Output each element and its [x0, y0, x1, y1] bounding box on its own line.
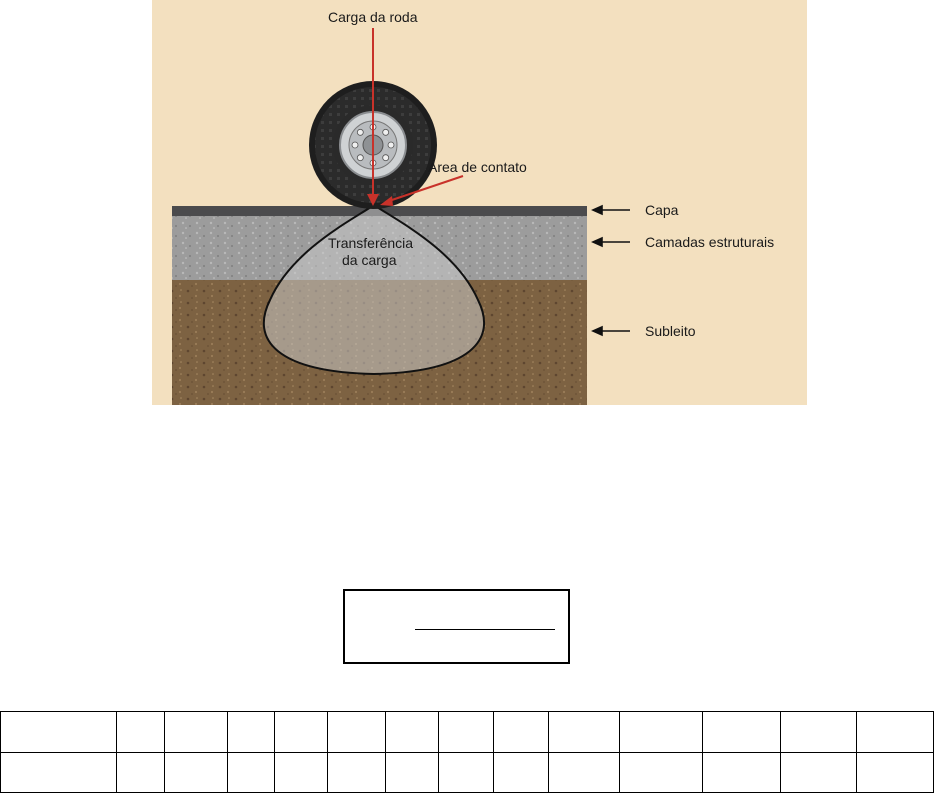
table-cell	[620, 712, 702, 753]
table-cell	[493, 752, 548, 793]
table-cell	[856, 752, 933, 793]
table-cell	[780, 712, 856, 753]
table-cell	[227, 752, 274, 793]
load-transfer-label-line2: da carga	[342, 252, 397, 268]
table-cell	[164, 752, 227, 793]
contact-area-label: Área de contato	[428, 159, 527, 175]
load-transfer-label-line1: Transferência	[328, 235, 414, 251]
table-cell	[275, 752, 328, 793]
table-cell	[164, 712, 227, 753]
data-table	[0, 711, 934, 793]
table-cell	[117, 752, 164, 793]
table-row	[1, 752, 934, 793]
table-cell	[438, 712, 493, 753]
table-cell	[702, 752, 780, 793]
table-cell	[386, 752, 439, 793]
table-cell	[780, 752, 856, 793]
table-cell	[1, 712, 117, 753]
table-cell	[438, 752, 493, 793]
formula-box	[343, 589, 570, 664]
table-cell	[117, 712, 164, 753]
table-cell	[548, 712, 620, 753]
table-cell	[620, 752, 702, 793]
table-cell	[386, 712, 439, 753]
table-cell	[328, 752, 386, 793]
table-row	[1, 712, 934, 753]
fraction-line	[415, 629, 555, 630]
subgrade-label: Subleito	[645, 323, 696, 339]
table-cell	[275, 712, 328, 753]
pavement-load-diagram	[152, 0, 807, 405]
table-cell	[548, 752, 620, 793]
table-cell	[227, 712, 274, 753]
table-cell	[1, 752, 117, 793]
table-cell	[493, 712, 548, 753]
surface-label: Capa	[645, 202, 679, 218]
table-cell	[328, 712, 386, 753]
wheel-load-label: Carga da roda	[328, 9, 418, 25]
structural-layers-label: Camadas estruturais	[645, 234, 775, 250]
table-cell	[856, 712, 933, 753]
table-cell	[702, 712, 780, 753]
